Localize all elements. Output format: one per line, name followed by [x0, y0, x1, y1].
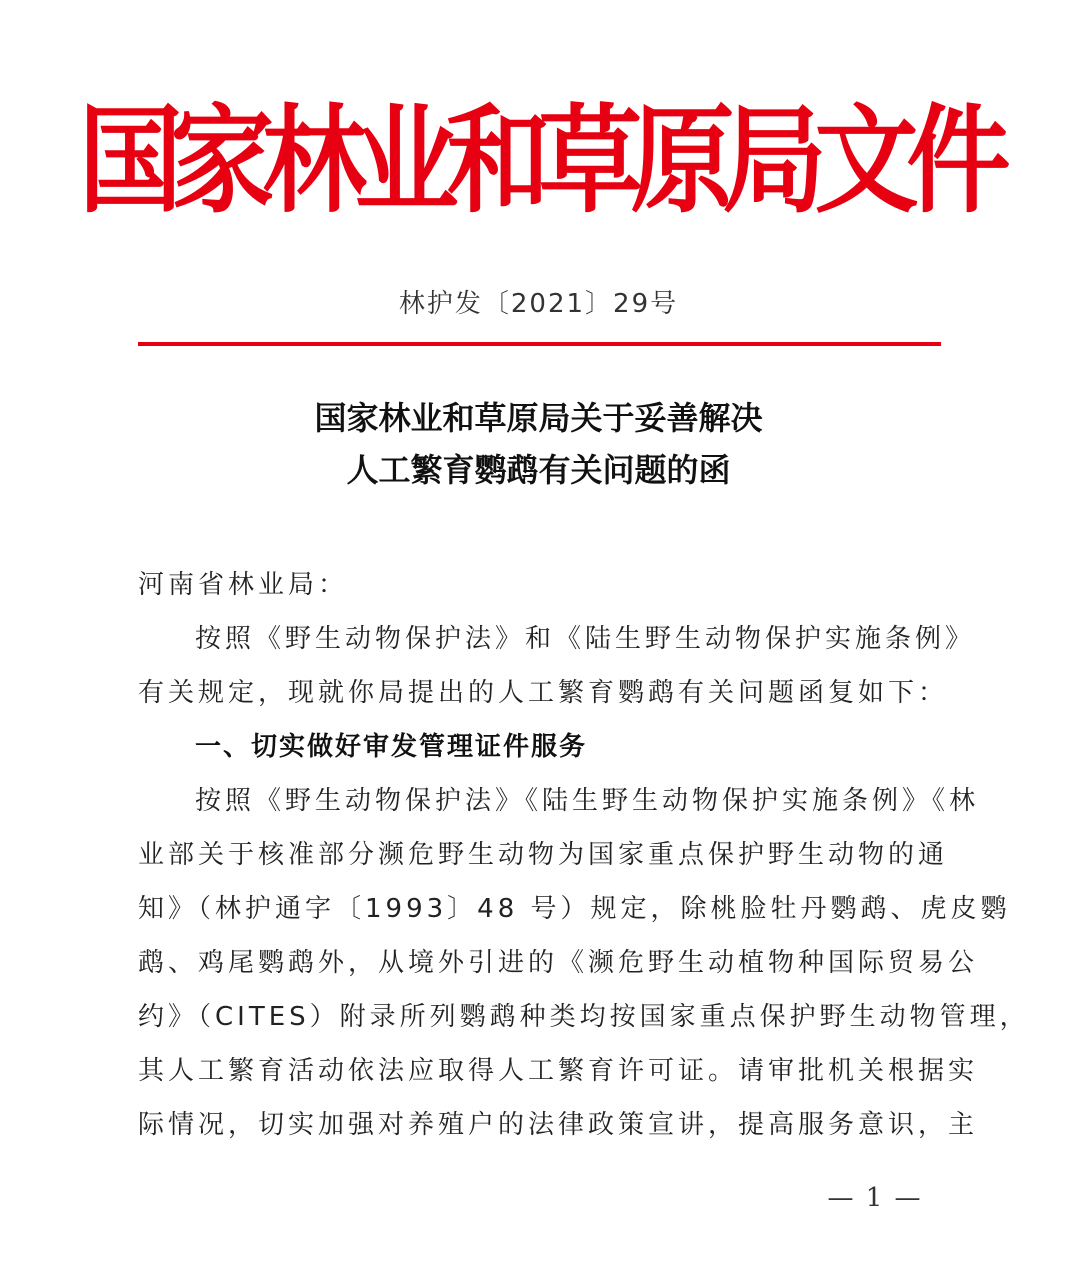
document-masthead: 国家林业和草原局文件	[78, 92, 999, 230]
letter-body	[138, 558, 1030, 1152]
salutation: 河南省林业局：	[138, 570, 349, 600]
section-1-line-5: 约》（CITES）附录所列鹦鹉种类均按国家重点保护野生动物管理，	[138, 1002, 1030, 1032]
section-1-line-1: 按照《野生动物保护法》《陆生野生动物保护实施条例》《林	[195, 786, 980, 816]
letter-title	[0, 392, 1077, 496]
intro-line-1: 按照《野生动物保护法》和《陆生野生动物保护实施条例》	[195, 624, 976, 654]
section-1-line-7: 际情况，切实加强对养殖户的法律政策宣讲，提高服务意识，主	[138, 1110, 979, 1140]
letter-title-line-1: 国家林业和草原局关于妥善解决	[314, 399, 763, 437]
section-1-line-4: 鹉、鸡尾鹦鹉外，从境外引进的《濒危野生动植物种国际贸易公	[138, 948, 979, 978]
section-1-heading: 一、切实做好审发管理证件服务	[195, 732, 588, 762]
section-1-line-6: 其人工繁育活动依法应取得人工繁育许可证。请审批机关根据实	[138, 1056, 979, 1086]
page-number: — 1 —	[827, 1183, 923, 1213]
document-number: 林护发〔2021〕29号	[398, 289, 679, 319]
red-divider-rule	[138, 342, 941, 346]
letter-title-line-2: 人工繁育鹦鹉有关问题的函	[346, 451, 731, 489]
intro-line-2: 有关规定，现就你局提出的人工繁育鹦鹉有关问题函复如下：	[138, 678, 949, 708]
section-1-line-2: 业部关于核准部分濒危野生动物为国家重点保护野生动物的通	[138, 840, 949, 870]
section-1-line-3: 知》（林护通字〔1993〕48 号）规定，除桃脸牡丹鹦鹉、虎皮鹦	[138, 894, 1011, 924]
